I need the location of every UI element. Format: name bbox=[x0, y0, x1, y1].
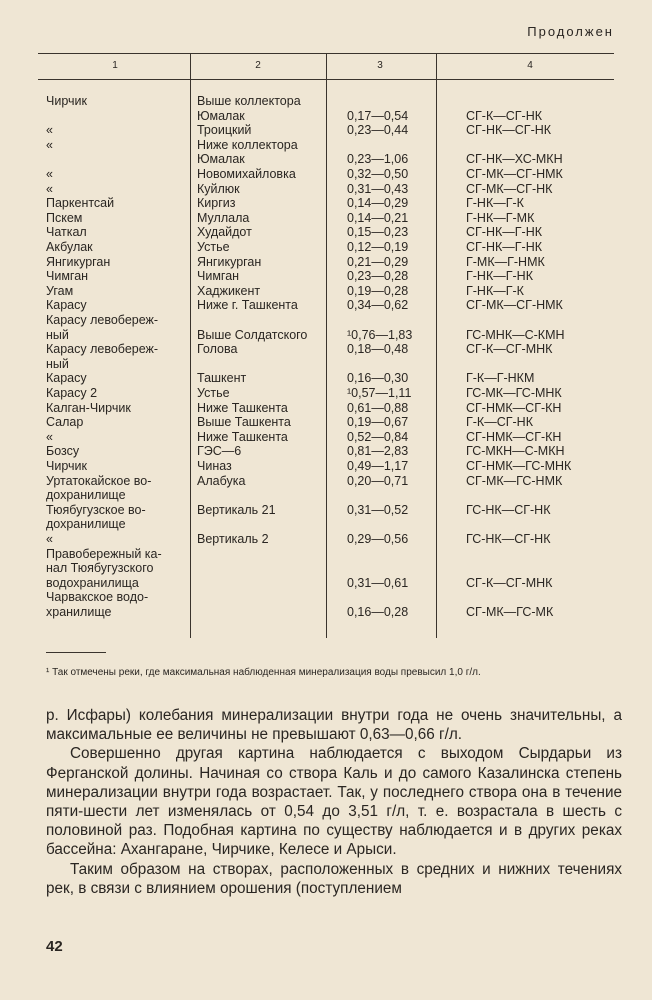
mineralization-range: 0,52—0,84 bbox=[347, 429, 409, 444]
river-name: « bbox=[46, 167, 53, 181]
footnote-rule bbox=[46, 652, 106, 653]
station-name: Вертикаль 21 bbox=[197, 502, 276, 517]
river-name: Салар bbox=[46, 415, 84, 430]
water-type: ГС-МК—ГС-МНК bbox=[466, 386, 562, 400]
water-type: Г-НК—Г-К bbox=[466, 196, 524, 211]
water-type: Г-НК—Г-К bbox=[466, 283, 524, 298]
river-name: « bbox=[46, 123, 53, 138]
mineralization-range: 0,20—0,71 bbox=[347, 473, 409, 488]
mineralization-range: 0,16—0,28 bbox=[347, 605, 409, 619]
station-name: Киргиз bbox=[197, 196, 236, 211]
river-name: водохранилища bbox=[46, 575, 139, 590]
mineralization-range: 0,31—0,61 bbox=[347, 575, 409, 590]
mineralization-range: 0,31—0,52 bbox=[347, 502, 409, 517]
mineralization-range: ¹0,57—1,11 bbox=[347, 386, 412, 400]
station-name: Юмалак bbox=[197, 152, 245, 167]
river-name: Чарвакское водо- bbox=[46, 590, 149, 605]
station-name: Ниже коллектора bbox=[197, 137, 298, 152]
water-type: Г-МК—Г-НМК bbox=[466, 254, 545, 269]
water-type: СГ-МК—СГ-НК bbox=[466, 181, 553, 196]
river-name: Чимган bbox=[46, 269, 89, 284]
station-name: Чиназ bbox=[197, 459, 232, 473]
river-name: дохранилище bbox=[46, 517, 126, 532]
station-name: Янгикурган bbox=[197, 254, 262, 269]
river-name: Уртатокайское во- bbox=[46, 473, 152, 488]
station-name: Вертикаль 2 bbox=[197, 532, 269, 546]
footnote: ¹ Так отмечены реки, где максимальная наблюденная минерализация воды превысил 1,0 г/л. bbox=[46, 667, 481, 678]
station-name: Троицкий bbox=[197, 123, 252, 138]
river-name: Карасу bbox=[46, 298, 87, 313]
station-name: Устье bbox=[197, 386, 230, 400]
river-name: Паркентсай bbox=[46, 196, 115, 211]
station-name: Юмалак bbox=[197, 108, 245, 123]
column-number-1: 1 bbox=[112, 60, 118, 71]
mineralization-range: 0,14—0,21 bbox=[347, 210, 409, 225]
river-name: Угам bbox=[46, 283, 74, 298]
mineralization-range: 0,23—0,28 bbox=[347, 269, 409, 284]
water-type: СГ-НМК—СГ-КН bbox=[466, 429, 562, 444]
water-type: СГ-НК—ХС-МКН bbox=[466, 152, 563, 167]
water-type: Г-К—Г-НКМ bbox=[466, 371, 535, 386]
station-name: Ташкент bbox=[197, 371, 247, 386]
river-name: « bbox=[46, 532, 53, 546]
water-type: СГ-К—СГ-МНК bbox=[466, 342, 553, 357]
station-name: Куйлюк bbox=[197, 181, 240, 196]
water-type: ГС-НК—СГ-НК bbox=[466, 532, 551, 546]
station-name: Выше Ташкента bbox=[197, 415, 291, 430]
water-type: Г-НК—Г-МК bbox=[466, 210, 535, 225]
station-name: ГЭС—6 bbox=[197, 444, 242, 459]
water-type: СГ-НМК—ГС-МНК bbox=[466, 459, 572, 473]
station-name: Выше коллектора bbox=[197, 94, 301, 108]
mineralization-range: ¹0,76—1,83 bbox=[347, 327, 413, 342]
station-name: Ниже г. Ташкента bbox=[197, 298, 298, 313]
river-name: ный bbox=[46, 356, 69, 371]
column-number-3: 3 bbox=[377, 60, 383, 71]
river-name: Карасу bbox=[46, 371, 87, 386]
river-name: « bbox=[46, 429, 53, 444]
mineralization-range: 0,19—0,28 bbox=[347, 283, 409, 298]
paragraph: Таким образом на створах, расположенных в средних и нижних течениях рек, в связи с влиянием орошения (поступлением bbox=[46, 860, 622, 897]
river-name: Карасу левобереж- bbox=[46, 342, 159, 357]
river-name: ный bbox=[46, 327, 69, 342]
mineralization-range: 0,15—0,23 bbox=[347, 225, 409, 240]
station-name: Хаджикент bbox=[197, 283, 261, 298]
column-number-2: 2 bbox=[255, 60, 261, 71]
mineralization-range: 0,61—0,88 bbox=[347, 400, 409, 415]
continued-label: Продолжен bbox=[527, 24, 614, 39]
station-name: Алабука bbox=[197, 473, 246, 488]
paragraph: Совершенно другая картина наблюдается с выходом Сырдарьи из Ферганской долины. Начиная со створа Каль и до самого Казалинска степень минерализации внутри года возрастает. Так, у последнего створа она в течение пяти-шести лет изменялась от 0,54 до 3,51 г/л, т. е. возрастала в шесть с половиной раз. Подобная картина по существу наблюдается и в других реках бассейна: Ахангаране, Чирчике, Келесе и Арыси. bbox=[46, 745, 622, 859]
mineralization-range: 0,16—0,30 bbox=[347, 371, 409, 386]
river-name: Карасу 2 bbox=[46, 386, 98, 400]
water-type: СГ-МК—СГ-НМК bbox=[466, 167, 563, 181]
river-name: Калган-Чирчик bbox=[46, 400, 131, 415]
river-name: « bbox=[46, 137, 53, 152]
mineralization-range: 0,49—1,17 bbox=[347, 459, 409, 473]
mineralization-range: 0,29—0,56 bbox=[347, 532, 409, 546]
station-name: Худайдот bbox=[197, 225, 252, 240]
water-type: Г-К—СГ-НК bbox=[466, 415, 533, 430]
water-type: Г-НК—Г-НК bbox=[466, 269, 533, 284]
river-name: « bbox=[46, 181, 53, 196]
water-type: СГ-К—СГ-МНК bbox=[466, 575, 553, 590]
water-type: ГС-МКН—С-МКН bbox=[466, 444, 565, 459]
column-divider-2 bbox=[326, 53, 327, 638]
mineralization-range: 0,17—0,54 bbox=[347, 108, 409, 123]
station-name: Ниже Ташкента bbox=[197, 429, 288, 444]
river-name: Чирчик bbox=[46, 94, 87, 108]
column-number-4: 4 bbox=[527, 60, 533, 71]
station-name: Муллала bbox=[197, 210, 250, 225]
water-type: ГС-НК—СГ-НК bbox=[466, 502, 551, 517]
mineralization-range: 0,12—0,19 bbox=[347, 240, 409, 254]
river-name: Тюябугузское во- bbox=[46, 502, 146, 517]
water-type: СГ-НМК—СГ-КН bbox=[466, 400, 562, 415]
column-divider-3 bbox=[436, 53, 437, 638]
mineralization-range: 0,21—0,29 bbox=[347, 254, 409, 269]
river-name: Чирчик bbox=[46, 459, 87, 473]
mineralization-range: 0,32—0,50 bbox=[347, 167, 409, 181]
river-name: хранилище bbox=[46, 605, 112, 619]
station-name: Ниже Ташкента bbox=[197, 400, 288, 415]
station-name: Чимган bbox=[197, 269, 240, 284]
mineralization-range: 0,19—0,67 bbox=[347, 415, 409, 430]
water-type: СГ-МК—СГ-НМК bbox=[466, 298, 563, 313]
river-name: Чаткал bbox=[46, 225, 87, 240]
page-number: 42 bbox=[46, 938, 63, 955]
mineralization-range: 0,81—2,83 bbox=[347, 444, 409, 459]
paragraph: р. Исфары) колебания минерализации внутри года не очень значительны, а максимальные ее величины не превышают 0,63—0,66 г/л. bbox=[46, 707, 622, 744]
station-name: Новомихайловка bbox=[197, 167, 296, 181]
water-type: СГ-К—СГ-НК bbox=[466, 108, 543, 123]
body-text bbox=[46, 706, 622, 898]
river-name: Карасу левобереж- bbox=[46, 313, 159, 327]
column-divider-1 bbox=[190, 53, 191, 638]
river-name: Бозсу bbox=[46, 444, 80, 459]
station-name: Выше Солдатского bbox=[197, 327, 308, 342]
river-name: дохранилище bbox=[46, 488, 126, 503]
river-name: Правобережный ка- bbox=[46, 546, 162, 561]
mineralization-range: 0,34—0,62 bbox=[347, 298, 409, 313]
mineralization-range: 0,14—0,29 bbox=[347, 196, 409, 211]
mineralization-range: 0,23—1,06 bbox=[347, 152, 409, 167]
station-name: Голова bbox=[197, 342, 238, 357]
river-name: Янгикурган bbox=[46, 254, 111, 269]
mineralization-range: 0,31—0,43 bbox=[347, 181, 409, 196]
water-type: СГ-НК—СГ-НК bbox=[466, 123, 552, 138]
river-name: Пскем bbox=[46, 210, 83, 225]
water-type: СГ-НК—Г-НК bbox=[466, 240, 543, 254]
mineralization-range: 0,18—0,48 bbox=[347, 342, 409, 357]
water-type: СГ-МК—ГС-НМК bbox=[466, 473, 563, 488]
river-name: Акбулак bbox=[46, 240, 93, 254]
water-type: СГ-МК—ГС-МК bbox=[466, 605, 554, 619]
water-type: СГ-НК—Г-НК bbox=[466, 225, 543, 240]
mineralization-range: 0,23—0,44 bbox=[347, 123, 409, 138]
station-name: Устье bbox=[197, 240, 230, 254]
water-type: ГС-МНК—С-КМН bbox=[466, 327, 565, 342]
river-name: нал Тюябугузского bbox=[46, 561, 154, 576]
